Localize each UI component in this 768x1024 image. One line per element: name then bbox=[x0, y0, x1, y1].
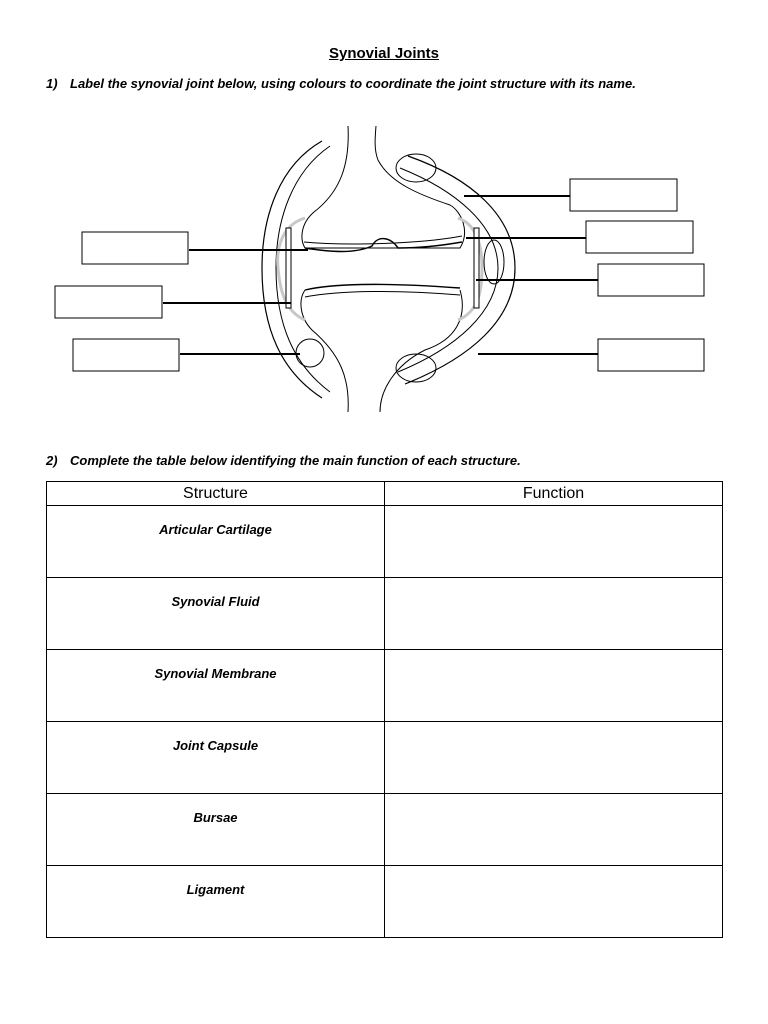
joint-capsule-inner-outline bbox=[276, 146, 330, 392]
function-answer-cell[interactable] bbox=[385, 506, 723, 578]
structure-column-header: Structure bbox=[47, 482, 385, 506]
ligament-right bbox=[474, 228, 479, 308]
function-answer-cell[interactable] bbox=[385, 866, 723, 938]
structure-cell: Synovial Membrane bbox=[47, 650, 385, 722]
structure-cell: Ligament bbox=[47, 866, 385, 938]
question-1-text: Label the synovial joint below, using colours to coordinate the joint structure with its name. bbox=[70, 76, 636, 91]
structure-cell: Joint Capsule bbox=[47, 722, 385, 794]
table-row bbox=[47, 866, 723, 938]
joint-capsule-outline-right bbox=[405, 156, 515, 384]
label-box-right-4[interactable] bbox=[598, 339, 704, 371]
lower-cartilage-inner bbox=[305, 291, 460, 297]
lower-bone bbox=[301, 290, 462, 412]
page-title: Synovial Joints bbox=[328, 45, 440, 62]
question-2-text: Complete the table below identifying the main function of each structure. bbox=[70, 453, 521, 468]
upper-bone bbox=[302, 126, 465, 248]
upper-articular-cartilage bbox=[305, 239, 462, 252]
label-box-left-2[interactable] bbox=[55, 286, 162, 318]
function-answer-cell[interactable] bbox=[385, 722, 723, 794]
lower-articular-cartilage bbox=[305, 284, 460, 290]
bursa-top-right bbox=[396, 154, 436, 182]
label-box-left-1[interactable] bbox=[82, 232, 188, 264]
joint-capsule-outline bbox=[262, 141, 322, 398]
table-row bbox=[47, 794, 723, 866]
function-column-header: Function bbox=[385, 482, 723, 506]
table-row bbox=[47, 506, 723, 578]
upper-cartilage-inner bbox=[304, 236, 462, 244]
function-answer-cell[interactable] bbox=[385, 650, 723, 722]
structure-cell: Bursae bbox=[47, 794, 385, 866]
table-row bbox=[47, 650, 723, 722]
bursa-left bbox=[296, 339, 324, 367]
table-row bbox=[47, 578, 723, 650]
structure-function-table bbox=[46, 481, 723, 938]
label-box-left-3[interactable] bbox=[73, 339, 179, 371]
structure-cell: Synovial Fluid bbox=[47, 578, 385, 650]
question-1 bbox=[46, 76, 636, 91]
bursa-bottom-right bbox=[396, 354, 436, 382]
function-answer-cell[interactable] bbox=[385, 794, 723, 866]
label-box-right-3[interactable] bbox=[598, 264, 704, 296]
question-2-number: 2) bbox=[46, 453, 58, 468]
label-box-right-2[interactable] bbox=[586, 221, 693, 253]
label-box-right-1[interactable] bbox=[570, 179, 677, 211]
function-answer-cell[interactable] bbox=[385, 578, 723, 650]
ligament-left bbox=[286, 228, 291, 308]
question-1-number: 1) bbox=[46, 76, 58, 91]
table-header-row bbox=[47, 482, 723, 506]
table-row bbox=[47, 722, 723, 794]
structure-cell: Articular Cartilage bbox=[47, 506, 385, 578]
question-2 bbox=[46, 453, 521, 468]
synovial-joint-diagram bbox=[0, 100, 768, 420]
